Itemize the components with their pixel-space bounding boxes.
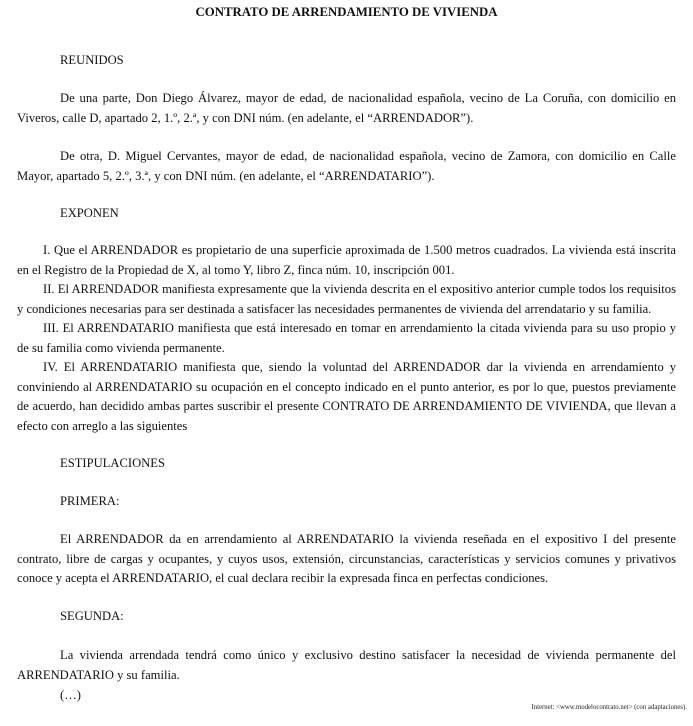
heading-estipulaciones: ESTIPULACIONES (60, 456, 165, 470)
ellipsis: (…) (60, 688, 81, 702)
paragraph-arrendatario: De otra, D. Miguel Cervantes, mayor de edad, de nacionalidad española, vecino de Zamora, con domicilio en Calle Mayor, apartado 5, 2.º, 3.ª, y con DNI núm. (en adelante, el “ARRENDATARIO”). (17, 149, 676, 183)
paragraph-exponen-ii: II. El ARRENDADOR manifiesta expresamente que la vivienda descrita en el expositivo anterior cumple todos los requisitos y condiciones necesarias para ser destinada a satisfacer las necesidades permanentes de vivienda del arrendatario y su familia. (17, 282, 676, 316)
heading-reunidos: REUNIDOS (60, 53, 124, 67)
paragraph-exponen-iii: III. El ARRENDATARIO manifiesta que está interesado en tomar en arrendamiento la citada vivienda para su uso propio y de su familia como vivienda permanente. (17, 321, 676, 355)
paragraph-segunda: La vivienda arrendada tendrá como único y exclusivo destino satisfacer la necesidad de vivienda permanente del ARRENDATARIO y su familia. (17, 648, 676, 682)
paragraph-exponen-i: I. Que el ARRENDADOR es propietario de una superficie aproximada de 1.500 metros cuadrados. La vivienda está inscrita en el Registro de la Propiedad de X, al tomo Y, libro Z, finca núm. 10, inscripción 001. (17, 243, 676, 277)
heading-primera: PRIMERA: (60, 494, 120, 508)
source-citation: Internet: <www.modelocontrato.net> (con adaptaciones). (531, 704, 687, 711)
heading-segunda: SEGUNDA: (60, 609, 124, 623)
paragraph-primera: El ARRENDADOR da en arrendamiento al ARRENDATARIO la vivienda reseñada en el expositivo I del presente contrato, libre de cargas y ocupantes, y cuyos usos, extensión, circunstancias, características y servicios comunes y privativos conoce y acepta el ARRENDATARIO, el cual declara recibir la expresada finca en perfectas condiciones. (17, 532, 676, 586)
paragraph-arrendador: De una parte, Don Diego Álvarez, mayor de edad, de nacionalidad española, vecino de La Coruña, con domicilio en Viveros, calle D, apartado 2, 1.º, 2.ª, y con DNI núm. (en adelante, el “ARRENDADOR”). (17, 91, 676, 125)
document-title: CONTRATO DE ARRENDAMIENTO DE VIVIENDA (195, 5, 498, 19)
paragraph-exponen-iv: IV. El ARRENDATARIO manifiesta que, siendo la voluntad del ARRENDADOR dar la vivienda en arrendamiento y conviniendo al ARRENDATARIO su ocupación en el concepto indicado en el punto anterior, es por lo que, puestos previamente de acuerdo, han decidido ambas partes suscribir el presente CONTRATO DE ARRENDAMIENTO DE VIVIENDA, que llevan a efecto con arreglo a las siguientes (17, 360, 676, 433)
heading-exponen: EXPONEN (60, 206, 119, 220)
